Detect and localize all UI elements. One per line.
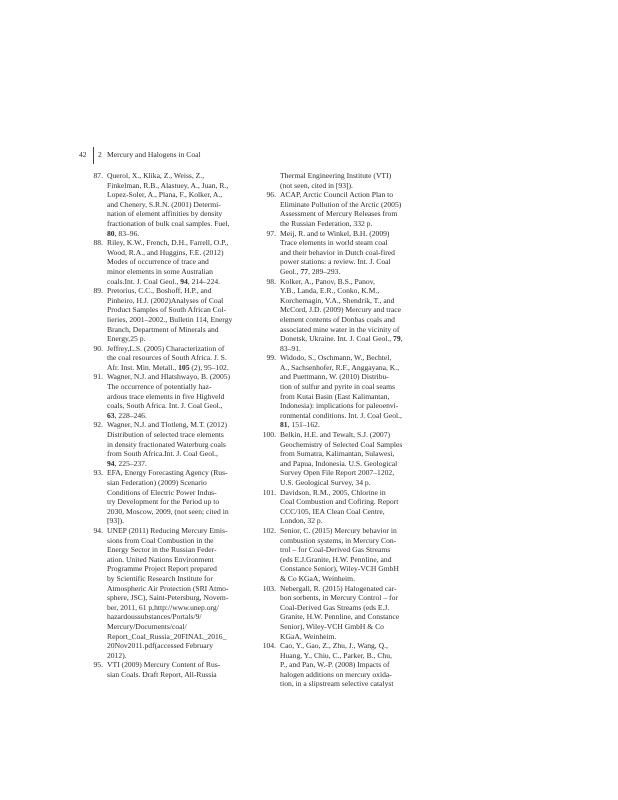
reference-text-line: power stations: a review. Int. J. Coal: [280, 257, 391, 267]
reference-number: 104.: [262, 641, 276, 651]
reference-text-line: the Russian Federation, 332 p.: [280, 218, 373, 228]
reference-text-line: U.S. Geological Survey, 34 p.: [280, 478, 371, 487]
reference-text-line: the coal resources of South Africa. J. S.: [107, 353, 227, 363]
reference-text-line: and Chenery, S.R.N. (2001) Determi-: [107, 199, 221, 209]
reference-text-line: 81, 151–162.: [280, 420, 320, 430]
reference-text-line: trol – for Coal-Derived Gas Streams: [280, 545, 391, 555]
reference-text-line: Kolker, A., Panov, B.S., Panov,: [280, 276, 375, 286]
reference-entry: [262, 430, 452, 488]
reference-text-line: ronmental conditions. Int. J. Coal Geol.,: [280, 410, 402, 420]
reference-text-line: Senior, C. (2015) Mercury behavior in: [280, 525, 397, 535]
reference-entry: [89, 286, 264, 344]
reference-entry: [262, 190, 452, 228]
reference-text-line: Querol, X., Klika, Z., Weiss, Z.,: [107, 171, 205, 180]
reference-number: 90.: [93, 343, 103, 353]
reference-text-line: Wood, R.A., and Huggins, F.E. (2012): [107, 247, 224, 257]
reference-number: 93.: [93, 468, 103, 478]
reference-number: 100.: [262, 430, 276, 440]
reference-text-line: Eliminate Pollution of the Arctic (2005): [280, 199, 402, 209]
reference-text-line: sian Coals. Draft Report, All-Russia: [107, 669, 217, 679]
reference-text-line: Distribution of selected trace elements: [107, 430, 224, 440]
reference-text-line: sian Federation) (2009) Scenario: [107, 478, 207, 487]
reference-text-line: VTI (2009) Mercury Content of Rus-: [107, 660, 221, 670]
reference-text-line: lieries, 2001–2002., Bulletin 114, Energy: [107, 314, 233, 324]
reference-entry: [262, 526, 452, 584]
reference-text-line: Wagner, N.J. and Tlotleng, M.T. (2012): [107, 420, 228, 430]
reference-text-line: Donetsk, Ukraine. Int. J. Coal Geol., 79,: [280, 334, 403, 344]
reference-text-line: Pinheiro, H.J. (2002)Analyses of Coal: [107, 295, 224, 305]
reference-text-line: 20Nov2011.pdf(accessed February: [107, 641, 213, 651]
reference-text-line: Mercury/Documents/coal/: [107, 621, 187, 631]
reference-entry: [89, 238, 264, 286]
reference-text-line: McCord, J.D. (2009) Mercury and trace: [280, 305, 402, 315]
reference-text-line: Modes of occurrence of trace and: [107, 257, 209, 267]
reference-text-line: Widodo, S., Oschmann, W., Bechtel,: [280, 353, 392, 363]
reference-entry: [89, 420, 264, 468]
reference-text-line: Constance Senior), Wiley-VCH GmbH: [280, 564, 399, 574]
reference-text-line: The occurrence of potentially haz-: [107, 382, 212, 392]
reference-text-line: sphere, JSC), Saint-Petersburg, Novem-: [107, 593, 229, 603]
reference-text-line: tion, in a slipstream selective catalyst: [280, 679, 394, 689]
reference-text-line: Coal-Derived Gas Streams (eds E.J.: [280, 602, 390, 612]
reference-text-line: by Scientific Research Institute for: [107, 573, 213, 583]
reference-text-line: from South Africa.Int. J. Coal Geol.,: [107, 449, 218, 459]
reference-text-line: hazardoussubstances/Portals/9/: [107, 612, 202, 622]
reference-text-line: and Papua, Indonesia. U.S. Geological: [280, 458, 398, 468]
reference-text-line: Geol., 77, 289–293.: [280, 266, 341, 276]
reference-number: 91.: [93, 372, 103, 382]
reference-text-line: Report_Coal_Russia_20FINAL_2016_: [107, 631, 227, 641]
reference-text-line: 2012).: [107, 650, 127, 660]
reference-text-line: Finkelman, R.B., Alastuey, A., Juan, R.,: [107, 180, 229, 190]
reference-number: 87.: [93, 171, 103, 180]
reference-entry: [262, 584, 452, 642]
reference-text-line: ardous trace elements in five Highveld: [107, 391, 225, 401]
reference-text-line: UNEP (2011) Reducing Mercury Emis-: [107, 525, 228, 535]
reference-text-line: Granite, H.W. Pennline, and Constance: [280, 612, 400, 622]
reference-text-line: 63, 228–246.: [107, 410, 147, 420]
reference-entry: [89, 660, 264, 679]
reference-text-line: KGaA, Weinheim.: [280, 631, 337, 641]
reference-text-line: Product Samples of South African Col-: [107, 305, 227, 315]
reference-text-line: Trace elements in world steam coal: [280, 238, 388, 248]
reference-text-line: ber, 2011, 61 p,http://www.unep.org/: [107, 602, 219, 612]
reference-text-line: Branch, Department of Minerals and: [107, 324, 219, 334]
reference-entry: [262, 229, 452, 277]
reference-text-line: bon sorbents, in Mercury Control – for: [280, 593, 398, 603]
reference-text-line: Jeffrey,L.S. (2005) Characterization of: [107, 343, 225, 353]
reference-text-line: associated mine water in the vicinity of: [280, 324, 400, 334]
reference-text-line: Cao, Y., Gao, Z., Zhu, J., Wang, Q.,: [280, 641, 388, 651]
reference-number: 89.: [93, 286, 103, 296]
reference-text-line: A., Sachsenhofer, R.F., Anggayana, K.,: [280, 362, 400, 372]
reference-number: 98.: [266, 276, 276, 286]
section-number: 2: [98, 150, 102, 159]
reference-text-line: element contents of Donbas coals and: [280, 314, 395, 324]
reference-number: 102.: [262, 525, 276, 535]
reference-text-line: P., and Pan, W.-P. (2008) Impacts of: [280, 660, 390, 670]
reference-text-line: halogen additions on mercury oxida-: [280, 669, 392, 679]
reference-text-line: (eds E.J.Granite, H.W. Pennline, and: [280, 554, 392, 564]
reference-entry: [89, 468, 264, 526]
reference-number: 94.: [93, 525, 103, 535]
reference-text-line: Pretorius, C.C., Boshoff, H.P., and: [107, 286, 212, 296]
reference-entry: [89, 526, 264, 660]
section-title: Mercury and Halogens in Coal: [107, 150, 201, 159]
header-divider: [93, 147, 94, 164]
reference-text-line: Coal Combustion and Cofiring. Report: [280, 497, 399, 507]
reference-text-line: Huang, Y., Chiu, C., Parker, B., Chu,: [280, 650, 392, 660]
reference-text-line: coals, South Africa. Int. J. Coal Geol.,: [107, 401, 223, 411]
reference-text-line: Wagner, N.J. and Hlatshwayo, B. (2005): [107, 372, 231, 382]
reference-text-line: Programme Project Report prepared: [107, 564, 217, 574]
reference-text-line: Afr. Inst. Min. Metall., 105 (2), 95–102.: [107, 362, 229, 372]
reference-text-line: Survey Open File Report 2007–1202,: [280, 468, 395, 478]
reference-text-line: from Sumatra, Kalimantan, Sulawesi,: [280, 449, 395, 459]
reference-text-line: Conditions of Electric Power Indus-: [107, 487, 217, 497]
reference-entry: [262, 641, 452, 689]
reference-entry: [89, 344, 264, 373]
reference-number: 101.: [262, 487, 276, 497]
reference-entry: [89, 171, 264, 238]
reference-text-line: try Development for the Period up to: [107, 497, 220, 507]
page-number: 42: [79, 150, 87, 159]
reference-number: 95.: [93, 660, 103, 670]
reference-text-line: combustion systems, in Mercury Con-: [280, 535, 397, 545]
reference-text-line: Assessment of Mercury Releases from: [280, 209, 398, 219]
reference-text-line: from Kutai Basin (East Kalimantan,: [280, 391, 390, 401]
reference-entry: [262, 488, 452, 526]
reference-text-line: 2030, Moscow, 2009, (not seen; cited in: [107, 506, 229, 516]
reference-text-line: Nebergall, R. (2015) Halogenated car-: [280, 583, 397, 593]
reference-text-line: tion of sulfur and pyrite in coal seams: [280, 382, 395, 392]
reference-text-line: Korchemagin, V.A., Shendrik, T., and: [280, 295, 395, 305]
reference-text-line: Lopez-Soler, A., Plana, F., Kolker, A.,: [107, 190, 223, 200]
reference-text-line: sions from Coal Combustion in the: [107, 535, 214, 545]
reference-entry: [262, 353, 452, 430]
reference-text-line: Davidson, R.M., 2005, Chlorine in: [280, 487, 386, 497]
reference-text-line: minor elements in some Australian: [107, 266, 213, 276]
reference-text-line: 83–91.: [280, 343, 301, 353]
reference-text-line: EFA, Energy Forecasting Agency (Rus-: [107, 468, 228, 478]
reference-text-line: Energy,25 p.: [107, 334, 146, 344]
reference-text-line: Atmospheric Air Protection (SRI Atmo-: [107, 583, 229, 593]
reference-text-line: Meij, R. and te Winkel, B.H. (2009): [280, 228, 390, 238]
reference-text-line: Senior), Wiley-VCH GmbH & Co: [280, 621, 384, 631]
reference-text-line: [93]).: [107, 516, 125, 526]
reference-number: 92.: [93, 420, 103, 430]
reference-text-line: in density fractionated Waterburg coals: [107, 439, 226, 449]
reference-text-line: CCC/105, IEA Clean Coal Centre,: [280, 506, 385, 516]
reference-number: 103.: [262, 583, 276, 593]
reference-text-line: Indonesia): implications for paleoenvi-: [280, 401, 399, 411]
reference-text-line: Energy Sector in the Russian Feder-: [107, 545, 217, 555]
reference-text-line: Y.B., Landa, E.R., Conko, K.M.,: [280, 286, 380, 296]
reference-text-line: & Co KGaA, Weinheim.: [280, 573, 355, 583]
reference-text-line: nation of element affinities by density: [107, 209, 223, 219]
reference-text-line: ation. United Nations Environment: [107, 554, 214, 564]
reference-text-line: Riley, K.W., French, D.H., Farrell, O.P.,: [107, 238, 229, 248]
references-left-column: [89, 171, 264, 679]
reference-text-line: London, 32 p.: [280, 516, 323, 526]
reference-number: 99.: [266, 353, 276, 363]
reference-number: 96.: [266, 190, 276, 200]
reference-number: 97.: [266, 228, 276, 238]
reference-text-line: Belkin, H.E. and Tewalt, S.J. (2007): [280, 430, 391, 440]
reference-text-line: 94, 225–237.: [107, 458, 147, 468]
reference-text-line: Thermal Engineering Institute (VTI): [280, 171, 392, 180]
reference-number: 88.: [93, 238, 103, 248]
reference-text-line: and their behavior in Dutch coal-fired: [280, 247, 395, 257]
reference-text-line: Geochemistry of Selected Coal Samples: [280, 439, 403, 449]
reference-text-line: ACAP, Arctic Council Action Plan to: [280, 190, 394, 200]
reference-entry: [89, 372, 264, 420]
reference-entry: [262, 171, 452, 190]
reference-text-line: 80, 83–96.: [107, 228, 140, 238]
reference-text-line: and Puettmann, W. (2010) Distribu-: [280, 372, 389, 382]
reference-text-line: fractionation of bulk coal samples. Fuel,: [107, 218, 230, 228]
reference-text-line: coals.Int. J. Coal Geol., 94, 214–224.: [107, 276, 221, 286]
reference-text-line: (not seen, cited in [93]).: [280, 180, 353, 190]
references-right-column: [262, 171, 452, 689]
reference-entry: [262, 277, 452, 354]
